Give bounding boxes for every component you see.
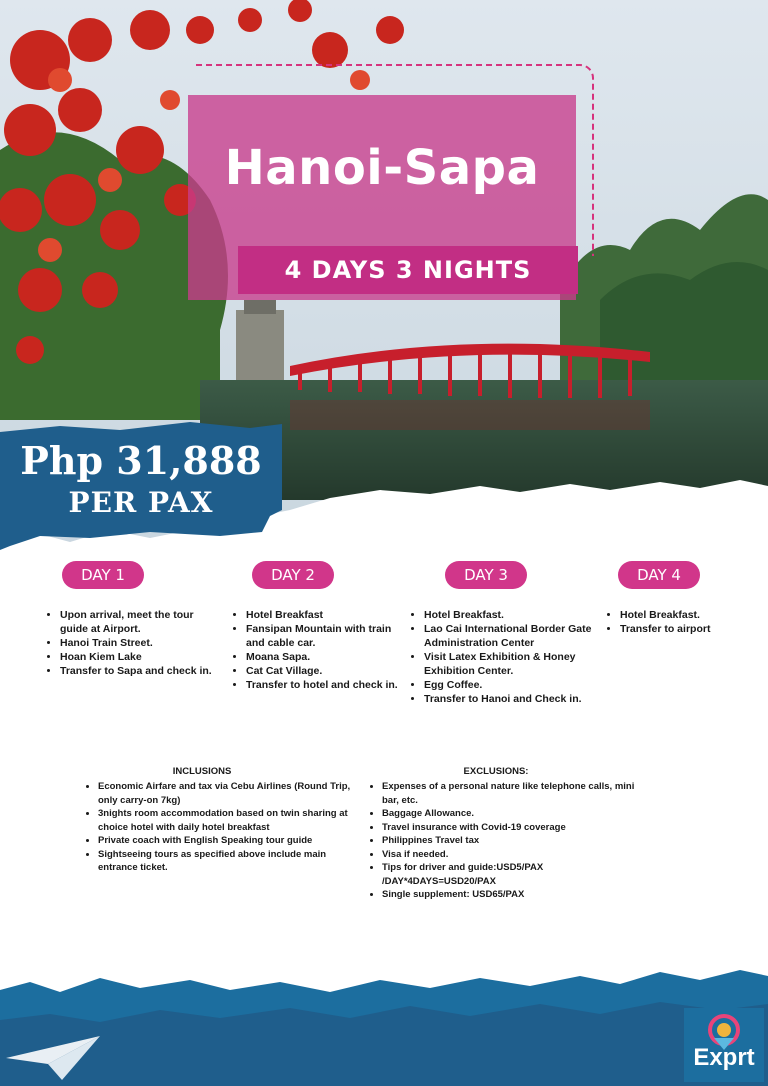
page-title: Hanoi-Sapa: [224, 140, 540, 196]
day-1-pill: DAY 1: [62, 561, 144, 589]
list-item: • Transfer to airport: [620, 622, 768, 636]
list-item: • Transfer to hotel and check in.: [246, 678, 411, 692]
list-item: • Transfer to Hanoi and Check in.: [424, 692, 604, 706]
list-item: • 3nights room accommodation based on twin sharing at choice hotel with daily hotel breakfast: [98, 807, 354, 834]
list-item: • Single supplement: USD65/PAX: [382, 888, 646, 902]
day-1-list: [44, 608, 220, 678]
day-2-list: [230, 608, 411, 692]
paper-plane-icon: [4, 1034, 104, 1084]
list-item: • Hoan Kiem Lake: [60, 650, 220, 664]
list-item: • Egg Coffee.: [424, 678, 604, 692]
list-item: • Tips for driver and guide:USD5/PAX /DAY*4DAYS=USD20/PAX: [382, 861, 646, 888]
list-item: • Hotel Breakfast: [246, 608, 411, 622]
footer-band: [0, 960, 768, 1086]
list-item: • Moana Sapa.: [246, 650, 411, 664]
list-item: • Baggage Allowance.: [382, 807, 646, 821]
list-item: • Philippines Travel tax: [382, 834, 646, 848]
exclusions-list: [366, 780, 646, 902]
list-item: • Upon arrival, meet the tour guide at Airport.: [60, 608, 220, 636]
price-unit: PER PAX: [68, 486, 214, 519]
list-item: • Private coach with English Speaking tour guide: [98, 834, 354, 848]
list-item: • Hotel Breakfast.: [620, 608, 768, 622]
list-item: • Economic Airfare and tax via Cebu Airlines (Round Trip, only carry-on 7kg): [98, 780, 354, 807]
exclusions-heading: EXCLUSIONS:: [463, 766, 529, 777]
inclusions-list: [82, 780, 354, 875]
list-item: • Visit Latex Exhibition & Honey Exhibition Center.: [424, 650, 604, 678]
list-item: • Lao Cai International Border Gate Administration Center: [424, 622, 604, 650]
list-item: • Travel insurance with Covid-19 coverage: [382, 821, 646, 835]
list-item: • Transfer to Sapa and check in.: [60, 664, 220, 678]
list-item: • Expenses of a personal nature like telephone calls, mini bar, etc.: [382, 780, 646, 807]
day-3-pill: DAY 3: [445, 561, 527, 589]
day-4-list: [604, 608, 768, 636]
page-subtitle: 4 DAYS 3 NIGHTS: [284, 256, 532, 284]
logo-text: Exprt: [693, 1044, 755, 1071]
day-3-list: [408, 608, 604, 706]
list-item: • Hotel Breakfast.: [424, 608, 604, 622]
list-item: • Visa if needed.: [382, 848, 646, 862]
inclusions-heading: INCLUSIONS: [172, 766, 232, 777]
list-item: • Fansipan Mountain with train and cable car.: [246, 622, 411, 650]
list-item: • Cat Cat Village.: [246, 664, 411, 678]
day-4-pill: DAY 4: [618, 561, 700, 589]
list-item: • Sightseeing tours as specified above include main entrance ticket.: [98, 848, 354, 875]
list-item: • Hanoi Train Street.: [60, 636, 220, 650]
price-amount: Php 31,888: [20, 438, 262, 483]
day-2-pill: DAY 2: [252, 561, 334, 589]
